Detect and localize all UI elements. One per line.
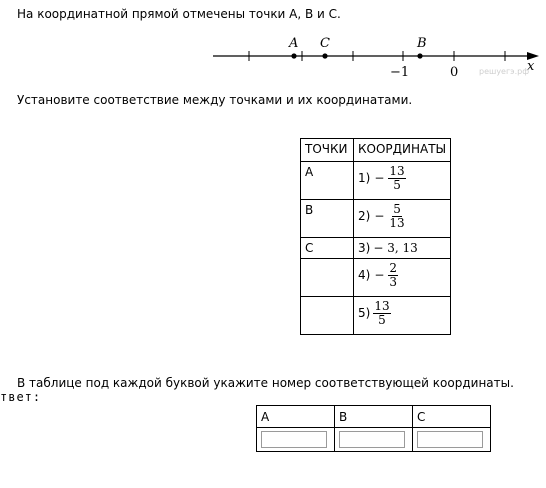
label-minus-one: −1: [390, 65, 410, 80]
coord-cell: [354, 297, 451, 335]
numerator: 2: [389, 261, 398, 275]
point-a-dot: [291, 53, 296, 58]
point-cell: B: [301, 200, 354, 238]
answer-input-row: [257, 428, 491, 452]
coord-cell: [354, 238, 451, 259]
label-zero: 0: [450, 65, 459, 80]
matching-table: [300, 138, 451, 335]
coord-value: − 3, 13: [373, 241, 418, 255]
coord-cell: [354, 200, 451, 238]
coord-number: 5): [358, 306, 371, 321]
answer-input-c[interactable]: [417, 431, 483, 448]
table-row: [301, 162, 451, 200]
coord-cell: [354, 259, 451, 297]
denominator: 5: [378, 312, 386, 327]
table-header-row: [301, 139, 451, 162]
fraction: [388, 262, 398, 288]
answer-header-row: [257, 406, 491, 428]
coord-number: 1): [358, 171, 371, 186]
label-b: B: [417, 36, 427, 51]
footer-instruction: В таблице под каждой буквой укажите номер соответствующей координаты.: [17, 376, 514, 390]
label-c: C: [320, 36, 330, 51]
header-points: ТОЧКИ: [301, 139, 354, 162]
denominator: 13: [389, 215, 405, 230]
table-row: [301, 297, 451, 335]
table-row: [301, 238, 451, 259]
denominator: 3: [389, 274, 398, 289]
answer-col-c: C: [413, 406, 491, 428]
number-line: [205, 32, 540, 80]
point-cell: C: [301, 238, 354, 259]
answer-input-a[interactable]: [261, 431, 327, 448]
point-cell: A: [301, 162, 354, 200]
coord-cell: [354, 162, 451, 200]
numerator: 13: [389, 164, 405, 178]
point-cell: [301, 259, 354, 297]
answer-table: [256, 405, 491, 452]
denominator: 5: [393, 177, 401, 192]
coord-number: 3): [358, 241, 371, 255]
answer-col-b: B: [335, 406, 413, 428]
coord-sign: −: [374, 209, 385, 224]
fraction: [373, 300, 390, 326]
table-row: [301, 200, 451, 238]
point-c-dot: [322, 53, 327, 58]
point-b-dot: [417, 53, 422, 58]
coord-number: 4): [358, 268, 371, 283]
coord-number: 2): [358, 209, 371, 224]
instruction-text: Установите соответствие между точками и их координатами.: [17, 93, 413, 107]
coord-sign: −: [374, 268, 385, 283]
fraction: [388, 165, 405, 191]
answer-label: твет:: [0, 390, 42, 404]
watermark: решуегэ.рф: [479, 67, 530, 76]
numerator: 5: [393, 202, 401, 216]
numerator: 13: [374, 299, 390, 313]
answer-col-a: A: [257, 406, 335, 428]
table-row: [301, 259, 451, 297]
header-coords: КООРДИНАТЫ: [354, 139, 451, 162]
label-x: x: [527, 59, 535, 74]
answer-input-b[interactable]: [339, 431, 405, 448]
fraction: [388, 203, 405, 229]
label-a: A: [289, 36, 299, 51]
coord-sign: −: [374, 171, 385, 186]
point-cell: [301, 297, 354, 335]
task-text: На координатной прямой отмечены точки A, B и C.: [17, 7, 341, 21]
